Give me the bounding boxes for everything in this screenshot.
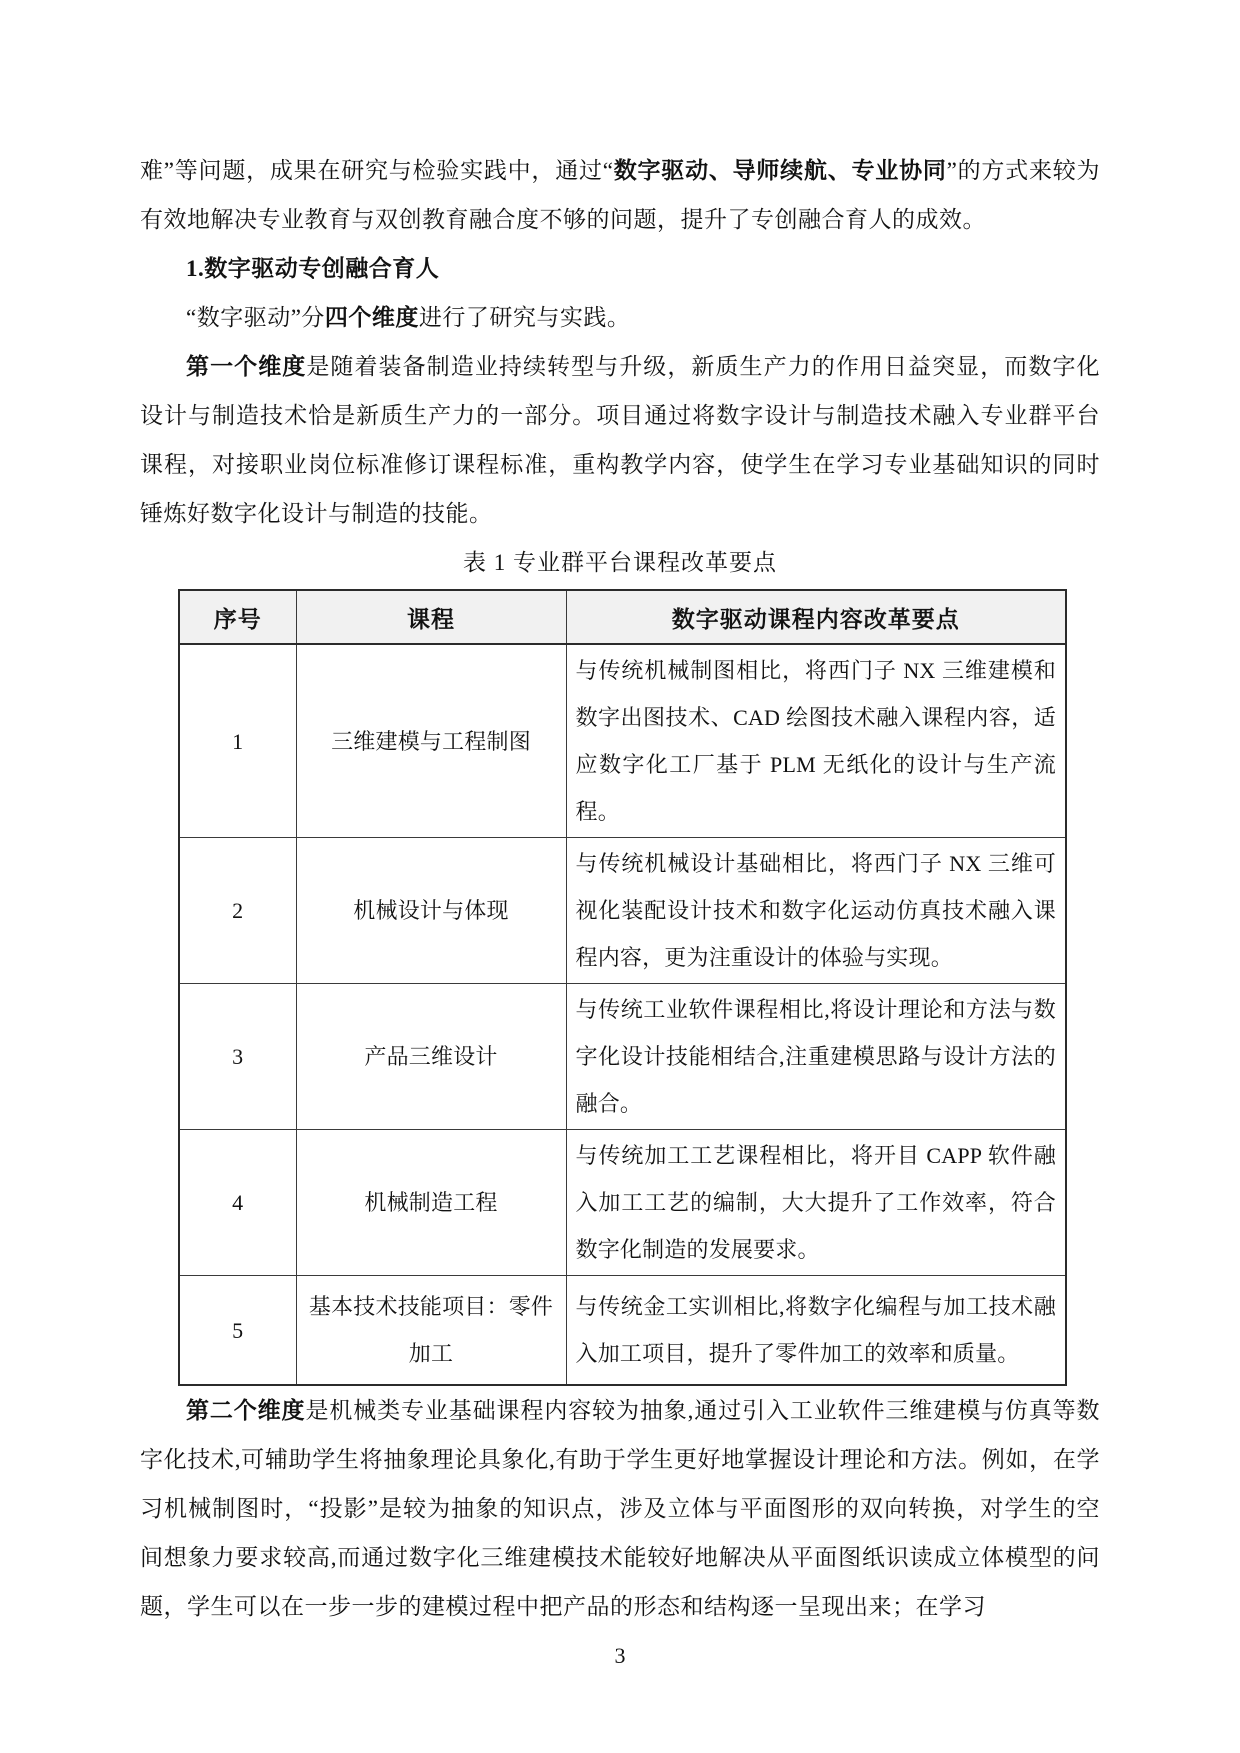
paragraph-continuation: [140, 146, 1100, 244]
course-reform-table: [178, 589, 1067, 1386]
table-row: [179, 984, 1066, 1130]
cell-course: 机械设计与体现: [296, 838, 566, 984]
cell-no: 3: [179, 984, 296, 1130]
cell-course: 机械制造工程: [296, 1130, 566, 1276]
table-row: [179, 1276, 1066, 1386]
cell-points: 与传统金工实训相比,将数字化编程与加工技术融入加工项目，提升了零件加工的效率和质量。: [566, 1276, 1066, 1386]
cell-no: 1: [179, 644, 296, 838]
paragraph-second-dimension: [140, 1386, 1100, 1631]
cell-course: 三维建模与工程制图: [296, 644, 566, 838]
bold-run-first-dimension: 第一个维度: [186, 354, 307, 379]
cell-no: 4: [179, 1130, 296, 1276]
cell-no: 2: [179, 838, 296, 984]
cell-points: 与传统加工工艺课程相比，将开目 CAPP 软件融入加工工艺的编制，大大提升了工作效率，符合数字化制造的发展要求。: [566, 1130, 1066, 1276]
paragraph-text: 是随着装备制造业持续转型与升级，新质生产力的作用日益突显，而数字化设计与制造技术恰是新质生产力的一部分。项目通过将数字设计与制造技术融入专业群平台课程，对接职业岗位标准修订课程标准，重构教学内容，使学生在学习专业基础知识的同时锤炼好数字化设计与制造的技能。: [140, 354, 1101, 526]
cell-points: 与传统机械设计基础相比，将西门子 NX 三维可视化装配设计技术和数字化运动仿真技术融入课程内容，更为注重设计的体验与实现。: [566, 838, 1066, 984]
cell-points: 与传统工业软件课程相比,将设计理论和方法与数字化设计技能相结合,注重建模思路与设计方法的融合。: [566, 984, 1066, 1130]
paragraph-text: “数字驱动”分: [186, 305, 325, 330]
cell-course: 产品三维设计: [296, 984, 566, 1130]
cell-points: 与传统机械制图相比，将西门子 NX 三维建模和数字出图技术、CAD 绘图技术融入课程内容，适应数字化工厂基于 PLM 无纸化的设计与生产流程。: [566, 644, 1066, 838]
bold-run-second-dimension: 第二个维度: [186, 1398, 306, 1423]
header-cell-course: 课程: [296, 590, 566, 644]
cell-no: 5: [179, 1276, 296, 1386]
paragraph-four-dimensions: [140, 293, 1100, 342]
table-header-row: [179, 590, 1066, 644]
table-row: [179, 1130, 1066, 1276]
section-heading-digital-drive: 1.数字驱动专创融合育人: [186, 256, 440, 281]
cell-course: 基本技术技能项目：零件加工: [296, 1276, 566, 1386]
paragraph-first-dimension: [140, 342, 1100, 538]
table-row: [179, 644, 1066, 838]
table-row: [179, 838, 1066, 984]
paragraph-text: 是机械类专业基础课程内容较为抽象,通过引入工业软件三维建模与仿真等数字化技术,可辅助学生将抽象理论具象化,有助于学生更好地掌握设计理论和方法。例如，在学习机械制图时，“投影”是较为抽象的知识点，涉及立体与平面图形的双向转换，对学生的空间想象力要求较高,而通过数字化三维建模技术能较好地解决从平面图纸识读成立体模型的问题，学生可以在一步一步的建模过程中把产品的形态和结构逐一呈现出来；在学习: [140, 1398, 1101, 1619]
paragraph-text: 难”等问题，成果在研究与检验实践中，通过“: [140, 158, 614, 183]
paragraph-text: ”的方式来较为有效地解决专业教育与双创教育融合度不够的问题，提升了专创融合育人的成效。: [140, 158, 1100, 232]
header-cell-points: 数字驱动课程内容改革要点: [566, 590, 1066, 644]
bold-run-methods: 数字驱动、导师续航、专业协同: [613, 158, 947, 183]
table-caption: 表 1 专业群平台课程改革要点: [463, 550, 777, 575]
paragraph-text: 进行了研究与实践。: [418, 305, 631, 330]
page-number: 3: [614, 1643, 626, 1668]
header-cell-no: 序号: [179, 590, 296, 644]
bold-run-four-dimensions: 四个维度: [324, 305, 419, 330]
